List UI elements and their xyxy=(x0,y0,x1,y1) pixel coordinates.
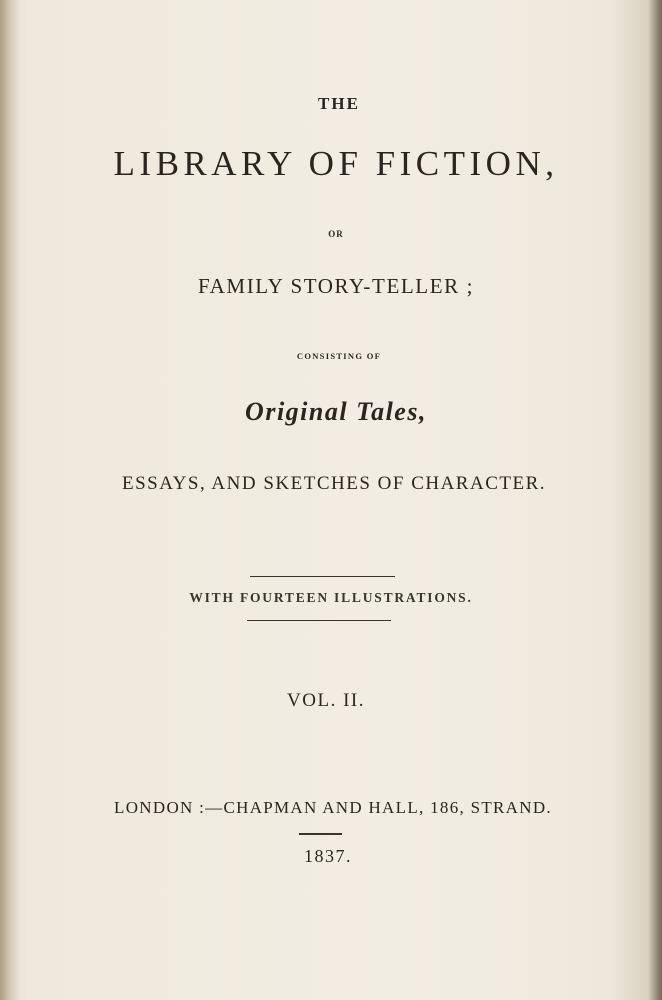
illustrations-note: WITH FOURTEEN ILLUSTRATIONS. xyxy=(189,590,473,605)
title-conjunction: OR xyxy=(328,229,344,239)
publication-year: 1837. xyxy=(304,846,352,866)
consisting-of-label: CONSISTING OF xyxy=(296,351,382,361)
title-article: THE xyxy=(318,94,360,113)
short-rule-divider xyxy=(299,833,342,835)
publisher-imprint: LONDON :—CHAPMAN AND HALL, 186, STRAND. xyxy=(114,798,552,817)
bottom-rule-divider xyxy=(247,620,391,621)
contents-description: ESSAYS, AND SKETCHES OF CHARACTER. xyxy=(121,473,547,494)
volume-number: VOL. II. xyxy=(287,690,365,711)
top-rule-divider xyxy=(250,576,395,577)
original-tales-heading: Original Tales, xyxy=(245,397,427,426)
book-subtitle: FAMILY STORY-TELLER ; xyxy=(197,274,475,298)
book-title: LIBRARY OF FICTION, xyxy=(113,144,559,183)
